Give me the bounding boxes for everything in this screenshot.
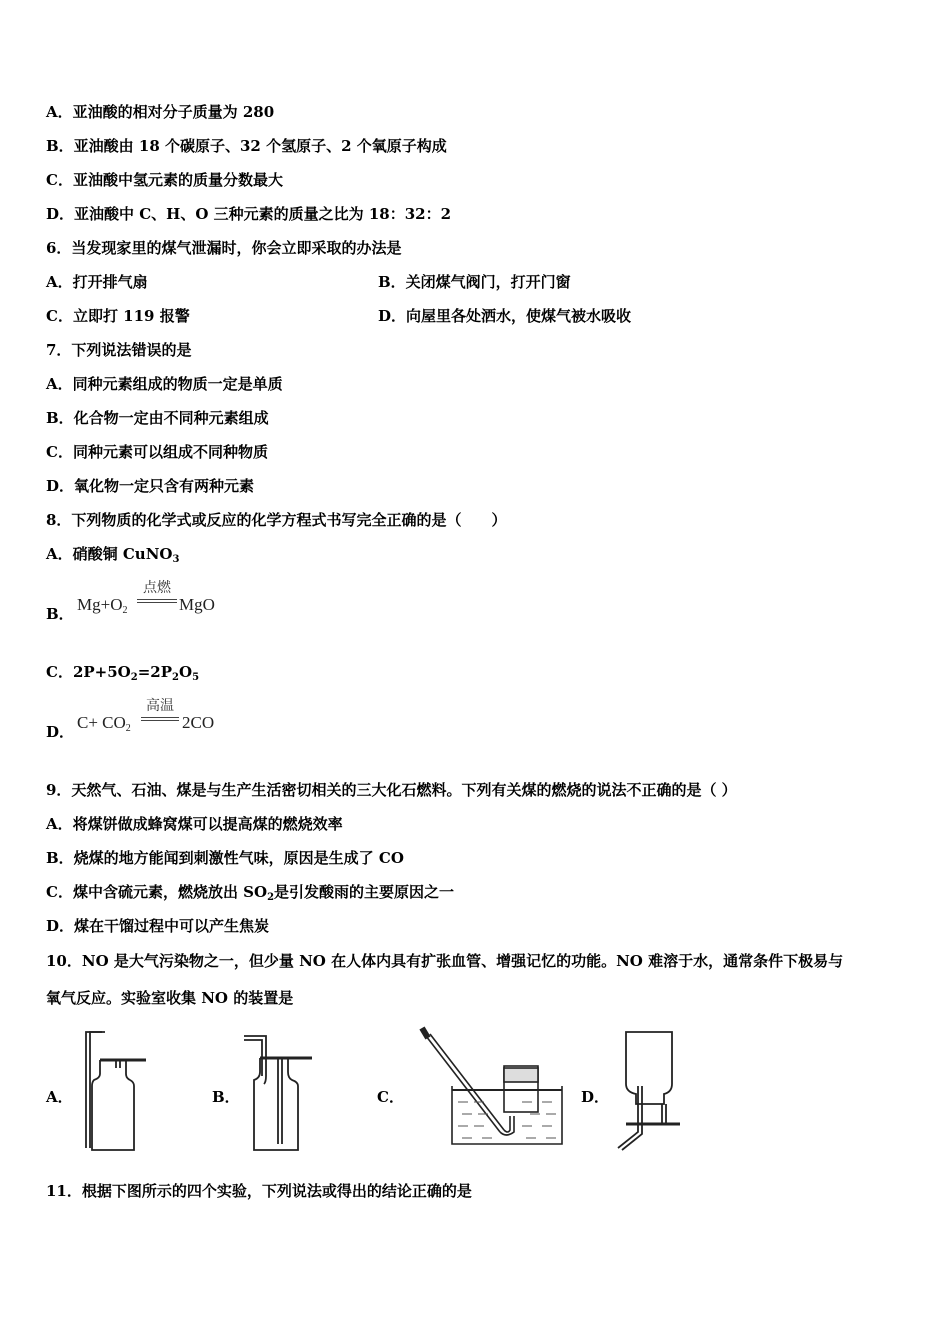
q7-option-a: A．同种元素组成的物质一定是单质 <box>46 375 283 393</box>
q8-option-b-label: B． <box>46 605 74 623</box>
q8-stem: 8．下列物质的化学式或反应的化学方程式书写完全正确的是（ ） <box>46 511 507 529</box>
q8-c-s2: 2 <box>172 672 179 683</box>
q8-c-s3: 5 <box>192 672 200 683</box>
q9-c-t1: C．煤中含硫元素，燃烧放出 SO <box>46 883 268 901</box>
q8-option-d-label: D． <box>46 723 75 741</box>
apparatus-d-diagram <box>606 1026 686 1152</box>
q8-b-equation-left <box>77 595 127 615</box>
q5-option-b: B．亚油酸由 18 个碳原子、32 个氢原子、2 个氧原子构成 <box>46 137 447 155</box>
q8-a-text: A．硝酸铜 CuNO <box>46 545 173 563</box>
q7-option-b: B．化合物一定由不同种元素组成 <box>46 409 269 427</box>
q8-b-arrow-line-2 <box>137 602 177 603</box>
q9-stem: 9．天然气、石油、煤是与生产生活密切相关的三大化石燃料。下列有关煤的燃烧的说法不正确的是（ ） <box>46 781 737 799</box>
q5-option-d: D．亚油酸中 C、H、O 三种元素的质量之比为 18：32：2 <box>46 205 452 223</box>
q10-label-a: A． <box>46 1088 73 1106</box>
q8-option-c <box>46 662 199 682</box>
q8-c-t3: O <box>178 663 193 681</box>
q10-stem-line2: 氧气反应。实验室收集 NO 的装置是 <box>46 989 294 1007</box>
q8-d-left-sub: 2 <box>125 723 131 734</box>
q10-stem-line1: 10．NO 是大气污染物之一，但少量 NO 在人体内具有扩张血管、增强记忆的功能。NO 难溶于水，通常条件下极易与 <box>46 952 844 970</box>
q9-option-a: A．将煤饼做成蜂窝煤可以提高煤的燃烧效率 <box>46 815 343 833</box>
q7-option-d: D．氧化物一定只含有两种元素 <box>46 477 255 495</box>
q8-option-a <box>46 544 179 564</box>
q11-stem: 11．根据下图所示的四个实验，下列说法或得出的结论正确的是 <box>46 1182 472 1200</box>
q6-option-a: A．打开排气扇 <box>46 273 148 291</box>
q6-option-c: C．立即打 119 报警 <box>46 307 190 325</box>
q8-c-label: C． <box>46 663 73 681</box>
q8-a-sub: 3 <box>172 554 180 565</box>
q8-c-s1: 2 <box>130 672 138 683</box>
q8-d-right: 2CO <box>182 713 215 732</box>
q5-option-a: A．亚油酸的相对分子质量为 280 <box>46 103 275 121</box>
q9-option-b: B．烧煤的地方能闻到刺激性气味，原因是生成了 CO <box>46 849 404 867</box>
q8-b-right: MgO <box>179 595 215 614</box>
q8-d-arrow-line-1 <box>141 717 179 718</box>
q10-label-d: D． <box>581 1088 610 1106</box>
q7-stem: 7．下列说法错误的是 <box>46 341 192 359</box>
q10-label-b: B． <box>212 1088 240 1106</box>
apparatus-b-diagram <box>240 1032 320 1154</box>
q8-c-t2: =2P <box>137 663 173 681</box>
q6-stem: 6．当发现家里的煤气泄漏时，你会立即采取的办法是 <box>46 239 402 257</box>
q6-option-b: B．关闭煤气阀门，打开门窗 <box>378 273 571 291</box>
q9-option-c <box>46 882 454 902</box>
q8-b-left: Mg+O <box>77 595 123 614</box>
apparatus-c-diagram <box>412 1022 574 1148</box>
q8-b-condition: 点燃 <box>143 580 171 596</box>
q8-d-equation-left <box>77 713 131 733</box>
q10-label-c: C． <box>377 1088 404 1106</box>
q8-c-t1: 2P+5O <box>72 663 131 681</box>
q6-option-d: D．向屋里各处洒水，使煤气被水吸收 <box>378 307 632 325</box>
q8-d-arrow-line-2 <box>141 720 179 721</box>
q7-option-c: C．同种元素可以组成不同种物质 <box>46 443 268 461</box>
q5-option-c: C．亚油酸中氢元素的质量分数最大 <box>46 171 283 189</box>
apparatus-a-diagram <box>72 1030 152 1152</box>
q9-c-t2: 是引发酸雨的主要原因之一 <box>274 883 455 901</box>
q9-option-d: D．煤在干馏过程中可以产生焦炭 <box>46 917 270 935</box>
q8-b-left-sub: 2 <box>122 605 128 616</box>
q8-b-arrow-line-1 <box>137 599 177 600</box>
q8-d-left: C+ CO <box>77 713 126 732</box>
q9-c-sub: 2 <box>267 892 275 903</box>
q8-d-condition: 高温 <box>146 698 174 714</box>
